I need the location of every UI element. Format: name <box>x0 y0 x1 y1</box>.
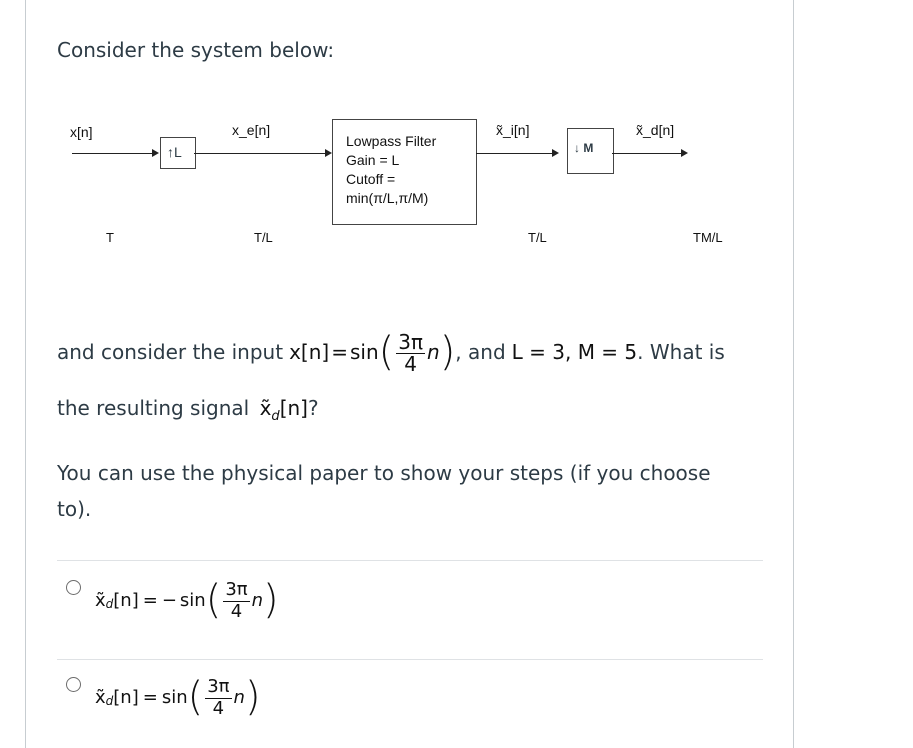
input-frac-num: 3π <box>398 329 423 354</box>
downsampler-block <box>567 128 614 174</box>
xi-line <box>476 153 554 154</box>
opt2-lhs: x̃ <box>95 686 106 708</box>
input-paren-close: ) <box>439 329 456 375</box>
answer-option-2[interactable] <box>66 667 261 727</box>
lm-values: L = 3, M = 5 <box>511 340 638 364</box>
opt2-paren-close: ) <box>244 674 261 720</box>
lpf-cutoff-value: min(π/L,π/M) <box>346 190 429 206</box>
input-func: sin <box>349 340 379 364</box>
line1-pre-text: and consider the input <box>57 340 284 364</box>
line1-mid-text: , and <box>455 340 506 364</box>
opt2-func: sin <box>161 686 188 708</box>
option-2-equation <box>95 676 261 719</box>
diagram-rate-tml: TM/L <box>693 230 723 245</box>
diagram-rate-tl-1: T/L <box>254 230 273 245</box>
upsampler-block <box>160 137 196 169</box>
opt2-var: n <box>233 686 245 708</box>
opt1-eq: = <box>142 589 158 611</box>
input-var-n: n <box>427 340 440 364</box>
upsampler-label: ↑L <box>167 144 182 160</box>
options-divider-mid <box>57 659 763 660</box>
diagram-xe-label: x_e[n] <box>232 122 271 138</box>
xe-line-a <box>194 153 246 154</box>
opt1-lhs: x̃ <box>95 589 106 611</box>
paper-note-line-2: to). <box>57 497 92 521</box>
question-line-1 <box>57 320 725 384</box>
diagram-input-label: x[n] <box>70 124 93 140</box>
line2-post-text: ? <box>307 396 319 420</box>
opt2-paren-open: ( <box>187 674 204 720</box>
opt1-func: sin <box>179 589 206 611</box>
opt1-fraction <box>223 579 249 622</box>
opt1-sub: d <box>105 597 114 611</box>
opt1-sign: − <box>161 589 177 611</box>
option-1-equation <box>95 579 279 622</box>
system-block-diagram <box>0 0 913 300</box>
output-arg: [n] <box>279 396 308 420</box>
xe-line-b <box>246 153 326 154</box>
opt1-paren-open: ( <box>205 577 222 623</box>
question-line-2 <box>57 396 319 424</box>
input-frac-den: 4 <box>404 351 417 376</box>
line2-pre-text: the resulting signal <box>57 396 250 420</box>
input-fraction <box>396 331 425 374</box>
lpf-cutoff: Cutoff = <box>346 171 396 187</box>
diagram-rate-t: T <box>106 230 114 245</box>
diagram-input-arrow <box>152 149 159 157</box>
output-signal-symbol <box>259 396 308 424</box>
diagram-rate-tl-2: T/L <box>528 230 547 245</box>
opt2-eq: = <box>142 686 158 708</box>
lpf-title: Lowpass Filter <box>346 133 437 149</box>
opt1-num: 3π <box>225 578 248 600</box>
opt2-den: 4 <box>212 697 225 719</box>
lpf-input-arrow <box>325 149 332 157</box>
input-lhs: x[n] <box>289 340 330 364</box>
lpf-gain: Gain = L <box>346 152 400 168</box>
input-eq-sign: = <box>331 340 348 364</box>
opt2-sub: d <box>105 694 114 708</box>
downsampler-label: ↓ M <box>574 141 594 155</box>
paper-note-line-1: You can use the physical paper to show your steps (if you choose <box>57 461 711 485</box>
options-divider-top <box>57 560 763 561</box>
downsampler-input-arrow <box>552 149 559 157</box>
answer-option-1[interactable] <box>66 570 279 630</box>
lowpass-filter-text <box>346 132 436 208</box>
output-arrow <box>681 149 688 157</box>
output-sub: d <box>271 409 280 424</box>
option-2-radio[interactable] <box>66 677 81 692</box>
opt2-arg: [n] <box>113 686 139 708</box>
opt2-num: 3π <box>207 675 230 697</box>
opt1-paren-close: ) <box>263 577 279 623</box>
output-symbol: x̃ <box>259 396 272 420</box>
diagram-input-line <box>72 153 154 154</box>
opt1-den: 4 <box>230 600 243 622</box>
option-1-radio[interactable] <box>66 580 81 595</box>
xd-line <box>612 153 682 154</box>
opt1-arg: [n] <box>113 589 139 611</box>
opt1-var: n <box>251 589 264 611</box>
line1-post-text: . What is <box>637 340 725 364</box>
paper-note <box>57 455 711 527</box>
diagram-xd-label: x̃_d[n] <box>636 122 675 138</box>
diagram-xi-label: x̃_i[n] <box>496 122 530 138</box>
opt2-fraction <box>205 676 231 719</box>
input-paren-open: ( <box>378 329 395 375</box>
question-intro: Consider the system below: <box>57 38 335 62</box>
input-signal-equation <box>289 331 455 374</box>
